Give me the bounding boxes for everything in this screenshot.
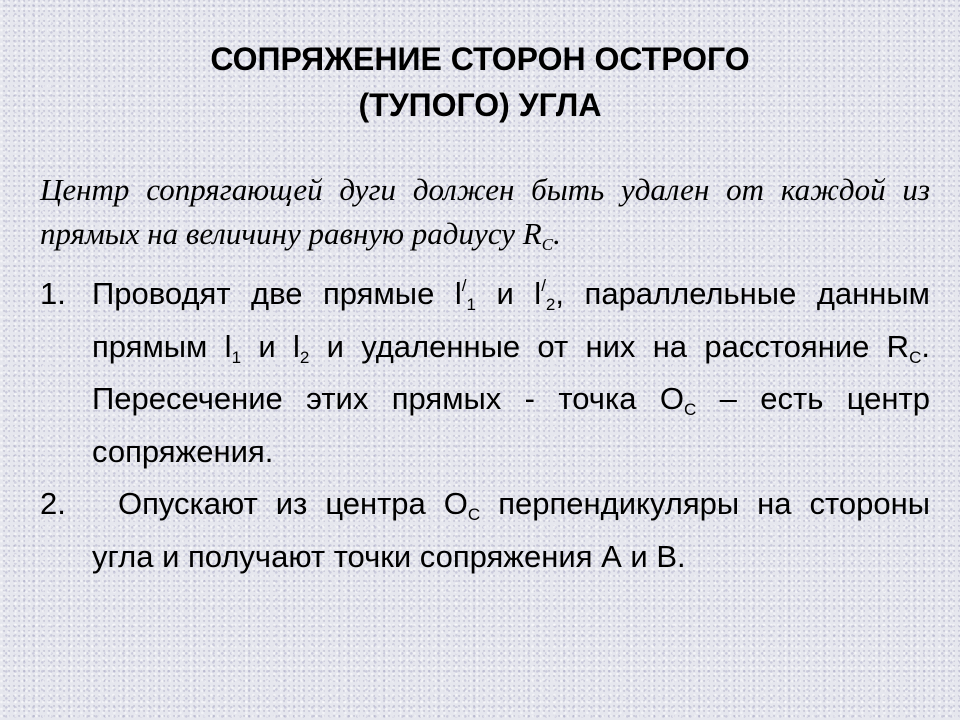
subscript: 2 bbox=[299, 347, 310, 367]
subscript: С bbox=[467, 504, 481, 524]
superscript: / bbox=[461, 276, 467, 296]
list-item bbox=[40, 268, 930, 478]
list-item bbox=[40, 478, 930, 583]
text-segment: и удаленные от них на расстояние R bbox=[309, 328, 910, 364]
intro-subscript: С bbox=[541, 234, 554, 254]
intro-end: . bbox=[553, 216, 561, 251]
list-item-text bbox=[92, 268, 930, 478]
intro-paragraph bbox=[40, 168, 930, 256]
text-segment: и l bbox=[475, 276, 542, 311]
slide-title bbox=[100, 36, 860, 128]
text-segment: , параллельные данным прямым l bbox=[92, 276, 930, 364]
title-line-2: (ТУПОГО) УГЛА bbox=[358, 87, 602, 123]
title-line-1: СОПРЯЖЕНИЕ СТОРОН ОСТРОГО bbox=[210, 41, 750, 77]
steps-list bbox=[40, 268, 930, 583]
list-item-number: 1. bbox=[40, 276, 66, 311]
subscript: 1 bbox=[231, 347, 242, 367]
list-item-number: 2. bbox=[40, 486, 66, 521]
list-item-text bbox=[92, 478, 930, 583]
superscript: / bbox=[541, 276, 546, 296]
subscript: 1 bbox=[466, 294, 476, 314]
text-segment: . Пересечение этих прямых - точка О bbox=[92, 328, 930, 416]
text-segment: Проводят две прямые l bbox=[92, 276, 462, 311]
subscript: С bbox=[909, 347, 922, 367]
subscript: С bbox=[683, 399, 697, 419]
subscript: 2 bbox=[545, 294, 556, 314]
text-segment: и l bbox=[241, 328, 300, 364]
text-segment: перпендикуляры на стороны угла и получают точки сопряжения А и В. bbox=[92, 486, 931, 574]
intro-text: Центр сопрягающей дуги должен быть удален от каждой из прямых на величину равную радиусу R bbox=[40, 172, 930, 251]
text-segment: – есть центр сопряжения. bbox=[92, 381, 930, 469]
text-segment: Опускают из центра О bbox=[118, 486, 468, 521]
